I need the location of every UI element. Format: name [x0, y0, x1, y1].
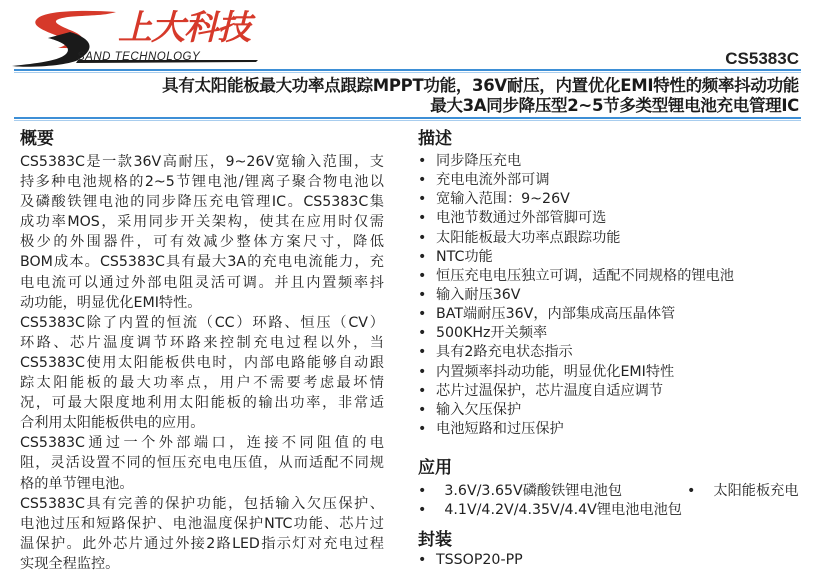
- package-item: • TSSOP20-PP: [418, 551, 523, 570]
- overview-line: 温保护。此外芯片通过外接2路LED指示灯对充电过程: [20, 535, 384, 552]
- feature-item: • NTC功能: [418, 248, 734, 267]
- feature-item: • BAT端耐压36V，内部集成高压晶体管: [418, 305, 734, 324]
- overview-line: BOM成本。CS5383C具有最大3A的充电电流能力，充: [20, 254, 384, 271]
- overview-line: 实现全程监控。: [20, 555, 120, 572]
- overview-line: CS5383C具有完善的保护功能，包括输入欠压保护、: [20, 495, 384, 512]
- divider-top: [14, 69, 801, 73]
- overview-line: 环路、芯片温度调节环路来控制充电过程以外，当: [20, 334, 384, 351]
- feature-item: • 输入耐压36V: [418, 286, 734, 305]
- overview-line: 况，可最大限度地利用太阳能板的输出功率，非常适: [20, 395, 384, 412]
- overview-line: 持多种电池规格的2~5节锂电池/锂离子聚合物电池以: [20, 174, 384, 191]
- feature-item: • 恒压充电电压独立可调，适配不同规格的锂电池: [418, 267, 734, 286]
- feature-item: • 内置频率抖动功能，明显优化EMI特性: [418, 363, 734, 382]
- feature-item: • 充电电流外部可调: [418, 171, 734, 190]
- features-heading: 描述: [418, 129, 452, 149]
- application-label: 4.1V/4.2V/4.35V/4.4V锂电池电池包: [444, 502, 682, 518]
- application-item: • 太阳能板充电: [687, 483, 799, 499]
- title-line-2: 最大3A同步降压型2~5节多类型锂电池充电管理IC: [430, 96, 799, 115]
- divider-bottom: [14, 117, 801, 121]
- brand-name-en: SAND TECHNOLOGY: [77, 51, 201, 63]
- feature-item: • 电池短路和过压保护: [418, 420, 734, 439]
- overview-line: 踪太阳能板的最大功率点，用户不需要考虑最坏情: [20, 375, 384, 392]
- overview-line: 阻，灵活设置不同的恒压充电电压值，从而适配不同规: [20, 455, 384, 472]
- feature-item: • 500KHz开关频率: [418, 324, 734, 343]
- overview-heading: 概要: [20, 129, 54, 149]
- overview-line: CS5383C除了内置的恒流（CC）环路、恒压（CV）: [20, 314, 384, 331]
- feature-item: • 输入欠压保护: [418, 401, 734, 420]
- brand-name-cn: 上大科技: [118, 8, 250, 48]
- overview-line: 合利用太阳能板供电的应用。: [20, 415, 205, 432]
- application-item: • 4.1V/4.2V/4.35V/4.4V锂电池电池包: [418, 502, 682, 518]
- overview-line: 及磷酸铁锂电池的同步降压充电管理IC。CS5383C集: [20, 194, 384, 211]
- overview-line: 动功能，明显优化EMI特性。: [20, 294, 202, 311]
- overview-line: 电池过压和短路保护、电池温度保护NTC功能、芯片过: [20, 515, 384, 532]
- part-number: CS5383C: [725, 49, 799, 68]
- feature-item: • 电池节数通过外部管脚可选: [418, 209, 734, 228]
- overview-line: 格的单节锂电池。: [20, 475, 134, 492]
- application-item: • 3.6V/3.65V磷酸铁锂电池包: [418, 483, 623, 499]
- package-list: [418, 551, 523, 570]
- application-label: 3.6V/3.65V磷酸铁锂电池包: [444, 483, 623, 499]
- applications-heading: 应用: [418, 458, 452, 478]
- overview-line: 极少的外围器件，可有效减少整体方案尺寸，降低: [20, 234, 384, 251]
- overview-line: CS5383C使用太阳能板供电时，内部电路能够自动跟: [20, 354, 384, 371]
- overview-line: CS5383C通过一个外部端口，连接不同阻值的电: [20, 435, 384, 452]
- overview-text: [20, 152, 384, 574]
- package-heading: 封装: [418, 530, 452, 550]
- feature-item: • 宽输入范围：9~26V: [418, 190, 734, 209]
- overview-line: 电电流可以通过外部电阻灵活可调。并且内置频率抖: [20, 274, 384, 291]
- features-list: [418, 152, 734, 439]
- application-label: 太阳能板充电: [713, 483, 799, 499]
- overview-line: 成功率MOS，采用同步开关架构，使其在应用时仅需: [20, 214, 384, 231]
- feature-item: • 具有2路充电状态指示: [418, 343, 734, 362]
- overview-line: CS5383C是一款36V高耐压，9~26V宽输入范围，支: [20, 154, 384, 170]
- feature-item: • 太阳能板最大功率点跟踪功能: [418, 229, 734, 248]
- title-line-1: 具有太阳能板最大功率点跟踪MPPT功能，36V耐压，内置优化EMI特性的频率抖动功能: [162, 76, 799, 95]
- feature-item: • 同步降压充电: [418, 152, 734, 171]
- feature-item: • 芯片过温保护，芯片温度自适应调节: [418, 382, 734, 401]
